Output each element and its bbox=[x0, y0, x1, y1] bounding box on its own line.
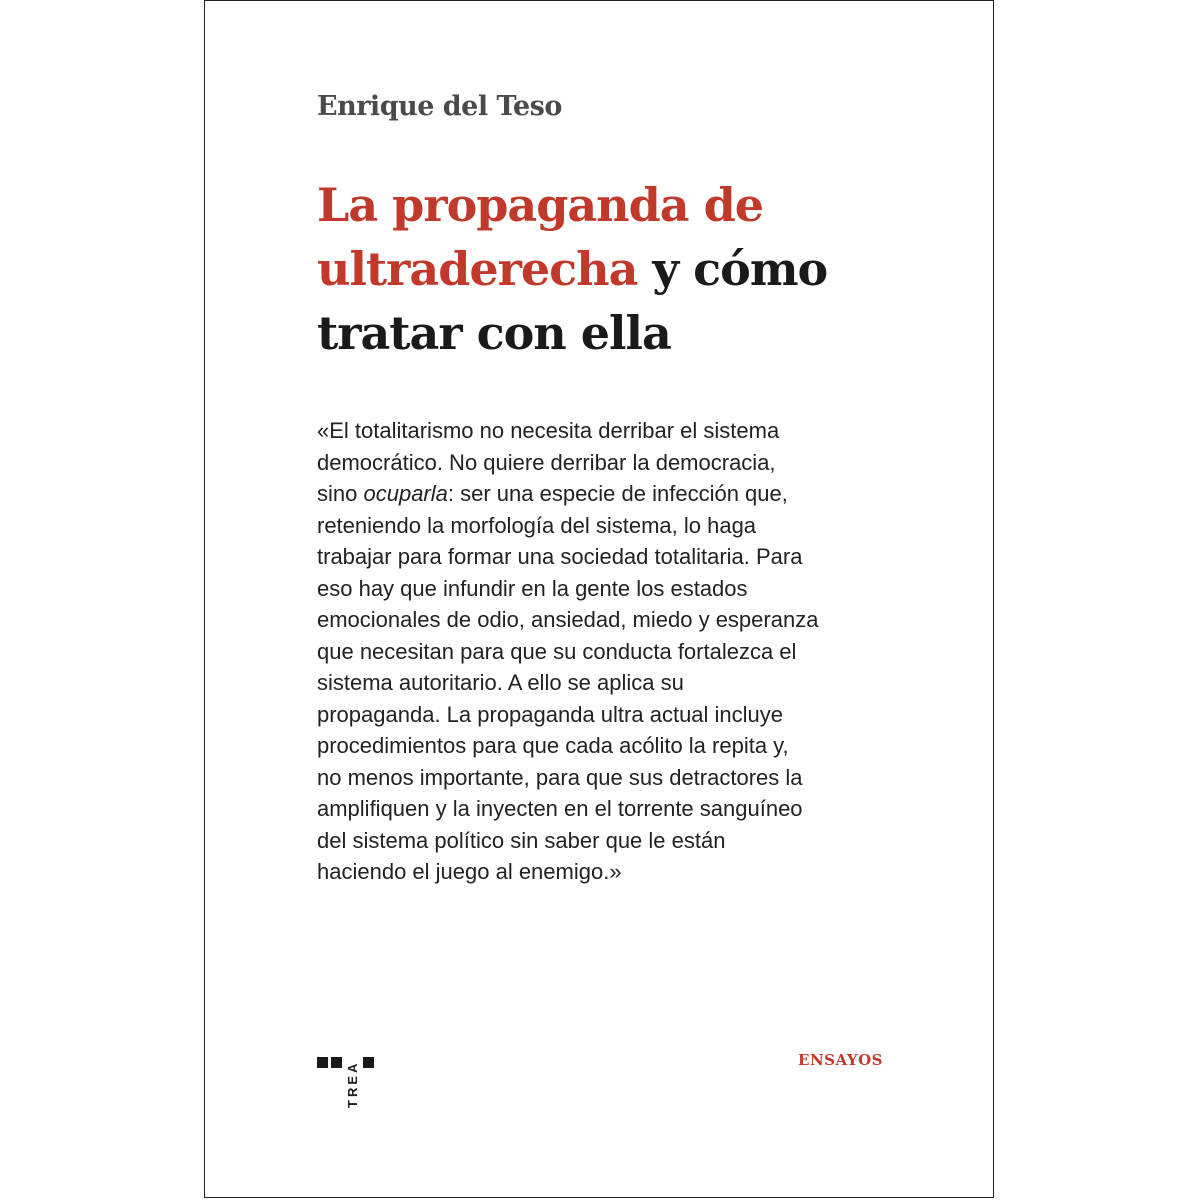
quote-line: procedimientos para que cada acólito la repita y, bbox=[317, 733, 789, 758]
quote-line: amplifiquen y la inyecten en el torrente sanguíneo bbox=[317, 796, 803, 821]
quote-line: reteniendo la morfología del sistema, lo haga bbox=[317, 512, 757, 538]
quote-line: democrático. No quiere derribar la democracia, bbox=[317, 449, 776, 475]
book-cover bbox=[204, 0, 994, 1198]
author-name: Enrique del Teso bbox=[317, 91, 562, 122]
title-line-2-red: ultraderecha bbox=[317, 242, 638, 296]
publisher-logo bbox=[317, 1051, 377, 1121]
title-line-1: La propaganda de bbox=[317, 178, 764, 232]
quote-fragment: : ser una especie de infección que, bbox=[447, 481, 788, 506]
quote-line: trabajar para formar una sociedad totalitaria. Para bbox=[317, 544, 803, 569]
quote-line bbox=[317, 478, 917, 510]
quote-line: «El totalitarismo no necesita derribar el sistema bbox=[317, 418, 780, 443]
publisher-name: TREA bbox=[345, 1060, 360, 1108]
logo-square bbox=[331, 1057, 342, 1068]
quote-line: emocionales de odio, ansiedad, miedo y esperanza bbox=[317, 607, 819, 632]
title-line-2-black: y cómo bbox=[637, 242, 828, 296]
logo-square bbox=[363, 1057, 374, 1068]
quote-fragment: sino bbox=[317, 481, 364, 506]
quote-line: del sistema político sin saber que le están bbox=[317, 827, 726, 853]
logo-square bbox=[317, 1057, 328, 1068]
quote-emphasis: ocuparla bbox=[363, 481, 448, 506]
title-line-2 bbox=[317, 237, 957, 301]
book-title bbox=[317, 173, 957, 365]
quote-line: haciendo el juego al enemigo.» bbox=[317, 859, 622, 884]
back-quote bbox=[317, 415, 917, 888]
collection-label: ENSAYOS bbox=[798, 1051, 883, 1069]
title-line-3: tratar con ella bbox=[317, 306, 671, 360]
quote-line: propaganda. La propaganda ultra actual incluye bbox=[317, 701, 784, 727]
quote-line: no menos importante, para que sus detractores la bbox=[317, 764, 803, 790]
quote-line: eso hay que infundir en la gente los estados bbox=[317, 575, 748, 601]
quote-line: sistema autoritario. A ello se aplica su bbox=[317, 670, 684, 695]
quote-line: que necesitan para que su conducta fortalezca el bbox=[317, 638, 797, 664]
